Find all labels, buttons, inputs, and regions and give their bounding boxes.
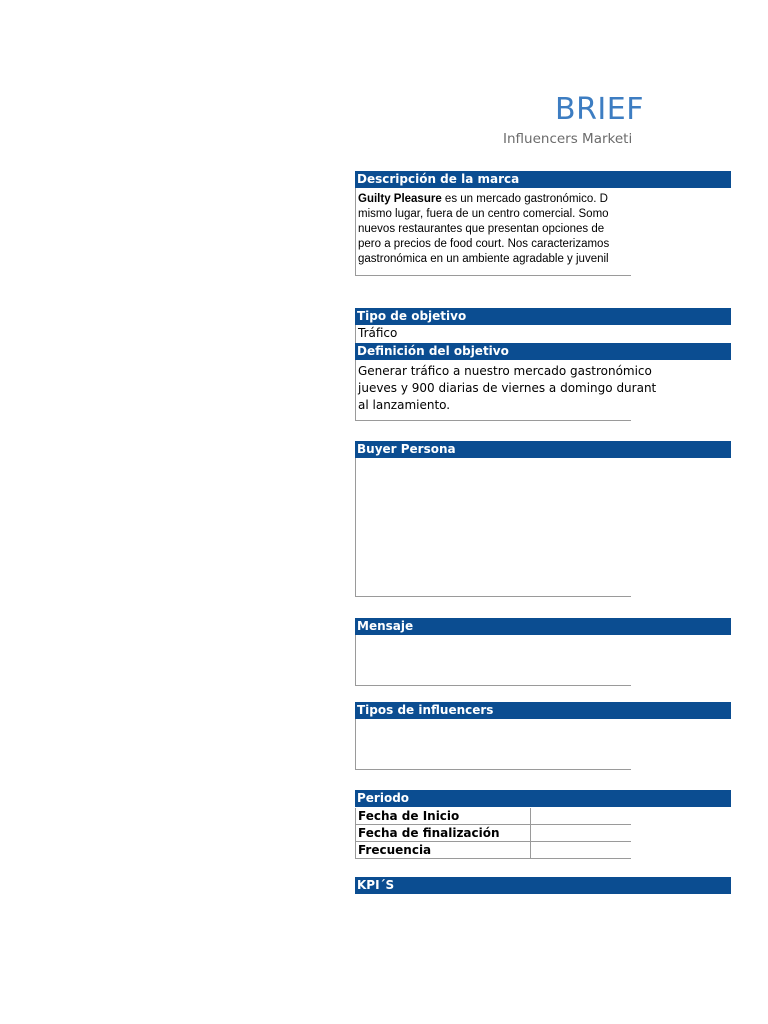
brand-description-line: pero a precios de food court. Nos caracterizamos bbox=[358, 238, 610, 250]
period-table bbox=[355, 808, 631, 859]
objective-definition-line: Generar tráfico a nuestro mercado gastronómico bbox=[358, 364, 652, 378]
doc-subtitle: Influencers Marketi bbox=[503, 131, 633, 147]
doc-title: BRIEF bbox=[555, 92, 644, 127]
period-end-label: Fecha de finalización bbox=[356, 825, 531, 842]
brand-description-line: mismo lugar, fuera de un centro comercial. Somo bbox=[358, 208, 609, 220]
brand-description-line: Guilty Pleasure es un mercado gastronómico. D bbox=[358, 193, 608, 205]
brand-description-text bbox=[356, 188, 631, 267]
brand-name: Guilty Pleasure bbox=[358, 193, 442, 205]
period-start-value bbox=[531, 808, 632, 825]
table-row bbox=[356, 825, 632, 842]
section-header-brand: Descripción de la marca bbox=[355, 171, 731, 188]
objective-definition-line: al lanzamiento. bbox=[358, 398, 451, 412]
table-row bbox=[356, 842, 632, 859]
section-header-objective-type: Tipo de objetivo bbox=[355, 308, 731, 325]
objective-definition-box bbox=[355, 360, 657, 421]
section-header-message: Mensaje bbox=[355, 618, 731, 635]
brand-description-box bbox=[355, 188, 631, 276]
influencer-types-box bbox=[355, 719, 631, 770]
section-header-influencer-types: Tipos de influencers bbox=[355, 702, 731, 719]
table-row bbox=[356, 808, 632, 825]
section-header-objective-definition: Definición del objetivo bbox=[355, 343, 731, 360]
brand-description-line: nuevos restaurantes que presentan opciones de bbox=[358, 223, 605, 235]
period-end-value bbox=[531, 825, 632, 842]
objective-definition-line: jueves y 900 diarias de viernes a domingo durant bbox=[358, 381, 657, 395]
objective-type-box bbox=[355, 325, 631, 343]
message-box bbox=[355, 635, 631, 686]
brand-description-line: gastronómica en un ambiente agradable y juvenil bbox=[358, 253, 609, 265]
period-start-label: Fecha de Inicio bbox=[356, 808, 531, 825]
period-frequency-label: Frecuencia bbox=[356, 842, 531, 859]
buyer-persona-box bbox=[355, 458, 631, 597]
section-header-kpis: KPI´S bbox=[355, 877, 731, 894]
section-header-buyer-persona: Buyer Persona bbox=[355, 441, 731, 458]
objective-definition-text bbox=[356, 360, 657, 414]
objective-type-value: Tráfico bbox=[358, 326, 398, 340]
section-header-period: Periodo bbox=[355, 790, 731, 807]
period-frequency-value bbox=[531, 842, 632, 859]
